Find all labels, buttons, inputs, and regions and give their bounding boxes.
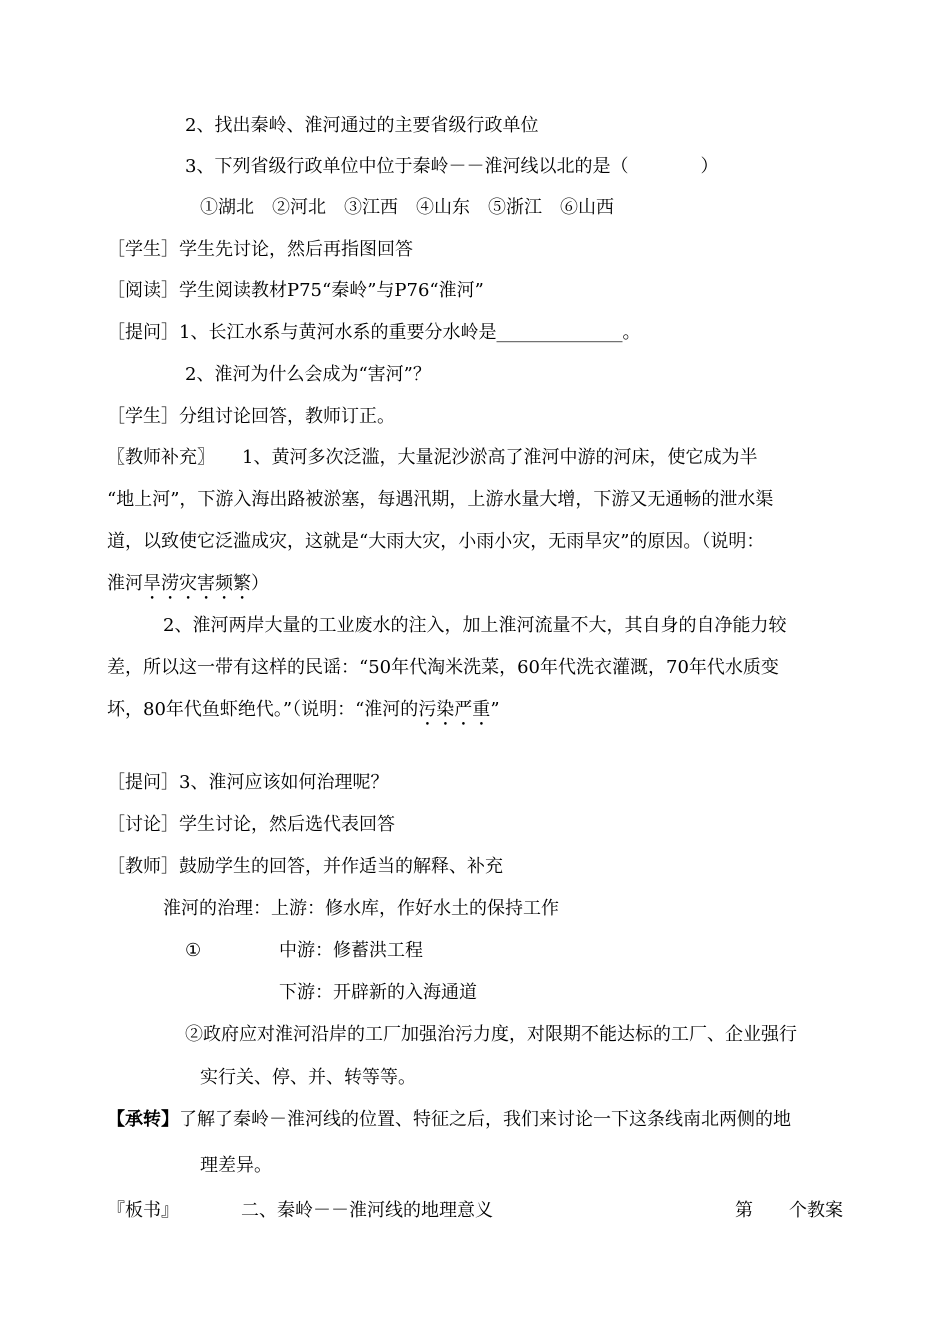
- teacher-line: ［教师］鼓励学生的回答，并作适当的解释、补充: [107, 856, 503, 877]
- teacher-supplement-line-4: [107, 571, 269, 604]
- question-3: 3、下列省级行政单位中位于秦岭－－淮河线以北的是（ ）: [185, 156, 719, 177]
- ask-line-3: ［提问］3、淮河应该如何治理呢？: [107, 772, 389, 793]
- treatment-midstream: 中游：修蓄洪工程: [279, 940, 423, 961]
- ask-line-1: ［提问］1、长江水系与黄河水系的重要分水岭是______________。: [107, 322, 641, 343]
- treatment-upstream: 淮河的治理：上游：修水库，作好水土的保持工作: [163, 898, 559, 919]
- student-line: ［学生］学生先讨论，然后再指图回答: [107, 239, 413, 260]
- transition-line-2: 理差异。: [200, 1155, 272, 1176]
- closing-quote: ”: [490, 699, 500, 720]
- closing-paren: ）: [251, 573, 269, 594]
- pollution-line-3: [107, 697, 500, 730]
- pollution-line-1: 2、淮河两岸大量的工业废水的注入，加上淮河流量不大，其自身的自净能力较: [163, 615, 787, 636]
- board-label: 『板书』: [107, 1200, 179, 1221]
- emphasis-text-pollution: 污染严重: [418, 699, 491, 720]
- treatment-downstream: 下游：开辟新的入海通道: [279, 982, 477, 1003]
- teacher-supplement-line-2: “地上河”，下游入海出路被淤塞，每遇汛期，上游水量大增，下游又无通畅的泄水渠: [107, 489, 774, 510]
- pollution-line-2: 差，所以这一带有这样的民谣：“50年代淘米洗菜，60年代洗衣灌溉，70年代水质变: [107, 657, 779, 678]
- ask-line-2: 2、淮河为什么会成为“害河”？: [185, 364, 431, 385]
- emphasis-text-drought-flood: 旱涝灾害频繁: [143, 573, 251, 594]
- government-line-2: 实行关、停、并、转等等。: [200, 1067, 416, 1088]
- transition-label: 【承转】: [107, 1109, 179, 1130]
- question-2: 2、找出秦岭、淮河通过的主要省级行政单位: [185, 115, 539, 136]
- board-title: 二、秦岭－－淮河线的地理意义: [241, 1200, 493, 1221]
- reading-line: ［阅读］学生阅读教材P75“秦岭”与P76“淮河”: [107, 280, 484, 301]
- teacher-supplement-line-3: 道，以致使它泛滥成灾，这就是“大雨大灾，小雨小灾，无雨旱灾”的原因。（说明：: [107, 531, 765, 552]
- government-line-1: ②政府应对淮河沿岸的工厂加强治污力度，对限期不能达标的工厂、企业强行: [185, 1024, 797, 1045]
- transition-text: 了解了秦岭－淮河线的位置、特征之后，我们来讨论一下这条线南北两侧的地: [179, 1109, 791, 1130]
- teacher-supplement-line-1: 〖教师补充〗 1、黄河多次泛滥，大量泥沙淤高了淮河中游的河床，使它成为半: [107, 447, 758, 468]
- pollution-text: 坏，80年代鱼虾绝代。”（说明：“淮河的: [107, 699, 419, 720]
- page-footer: 第 个教案: [735, 1200, 843, 1221]
- treatment-marker-1: ①: [185, 940, 202, 961]
- discussion-line: ［讨论］学生讨论，然后选代表回答: [107, 814, 395, 835]
- river-name-text: 淮河: [107, 573, 143, 594]
- transition-line: [107, 1107, 791, 1133]
- student-discussion-line: ［学生］分组讨论回答，教师订正。: [107, 406, 395, 427]
- question-3-options: ①湖北 ②河北 ③江西 ④山东 ⑤浙江 ⑥山西: [200, 197, 614, 218]
